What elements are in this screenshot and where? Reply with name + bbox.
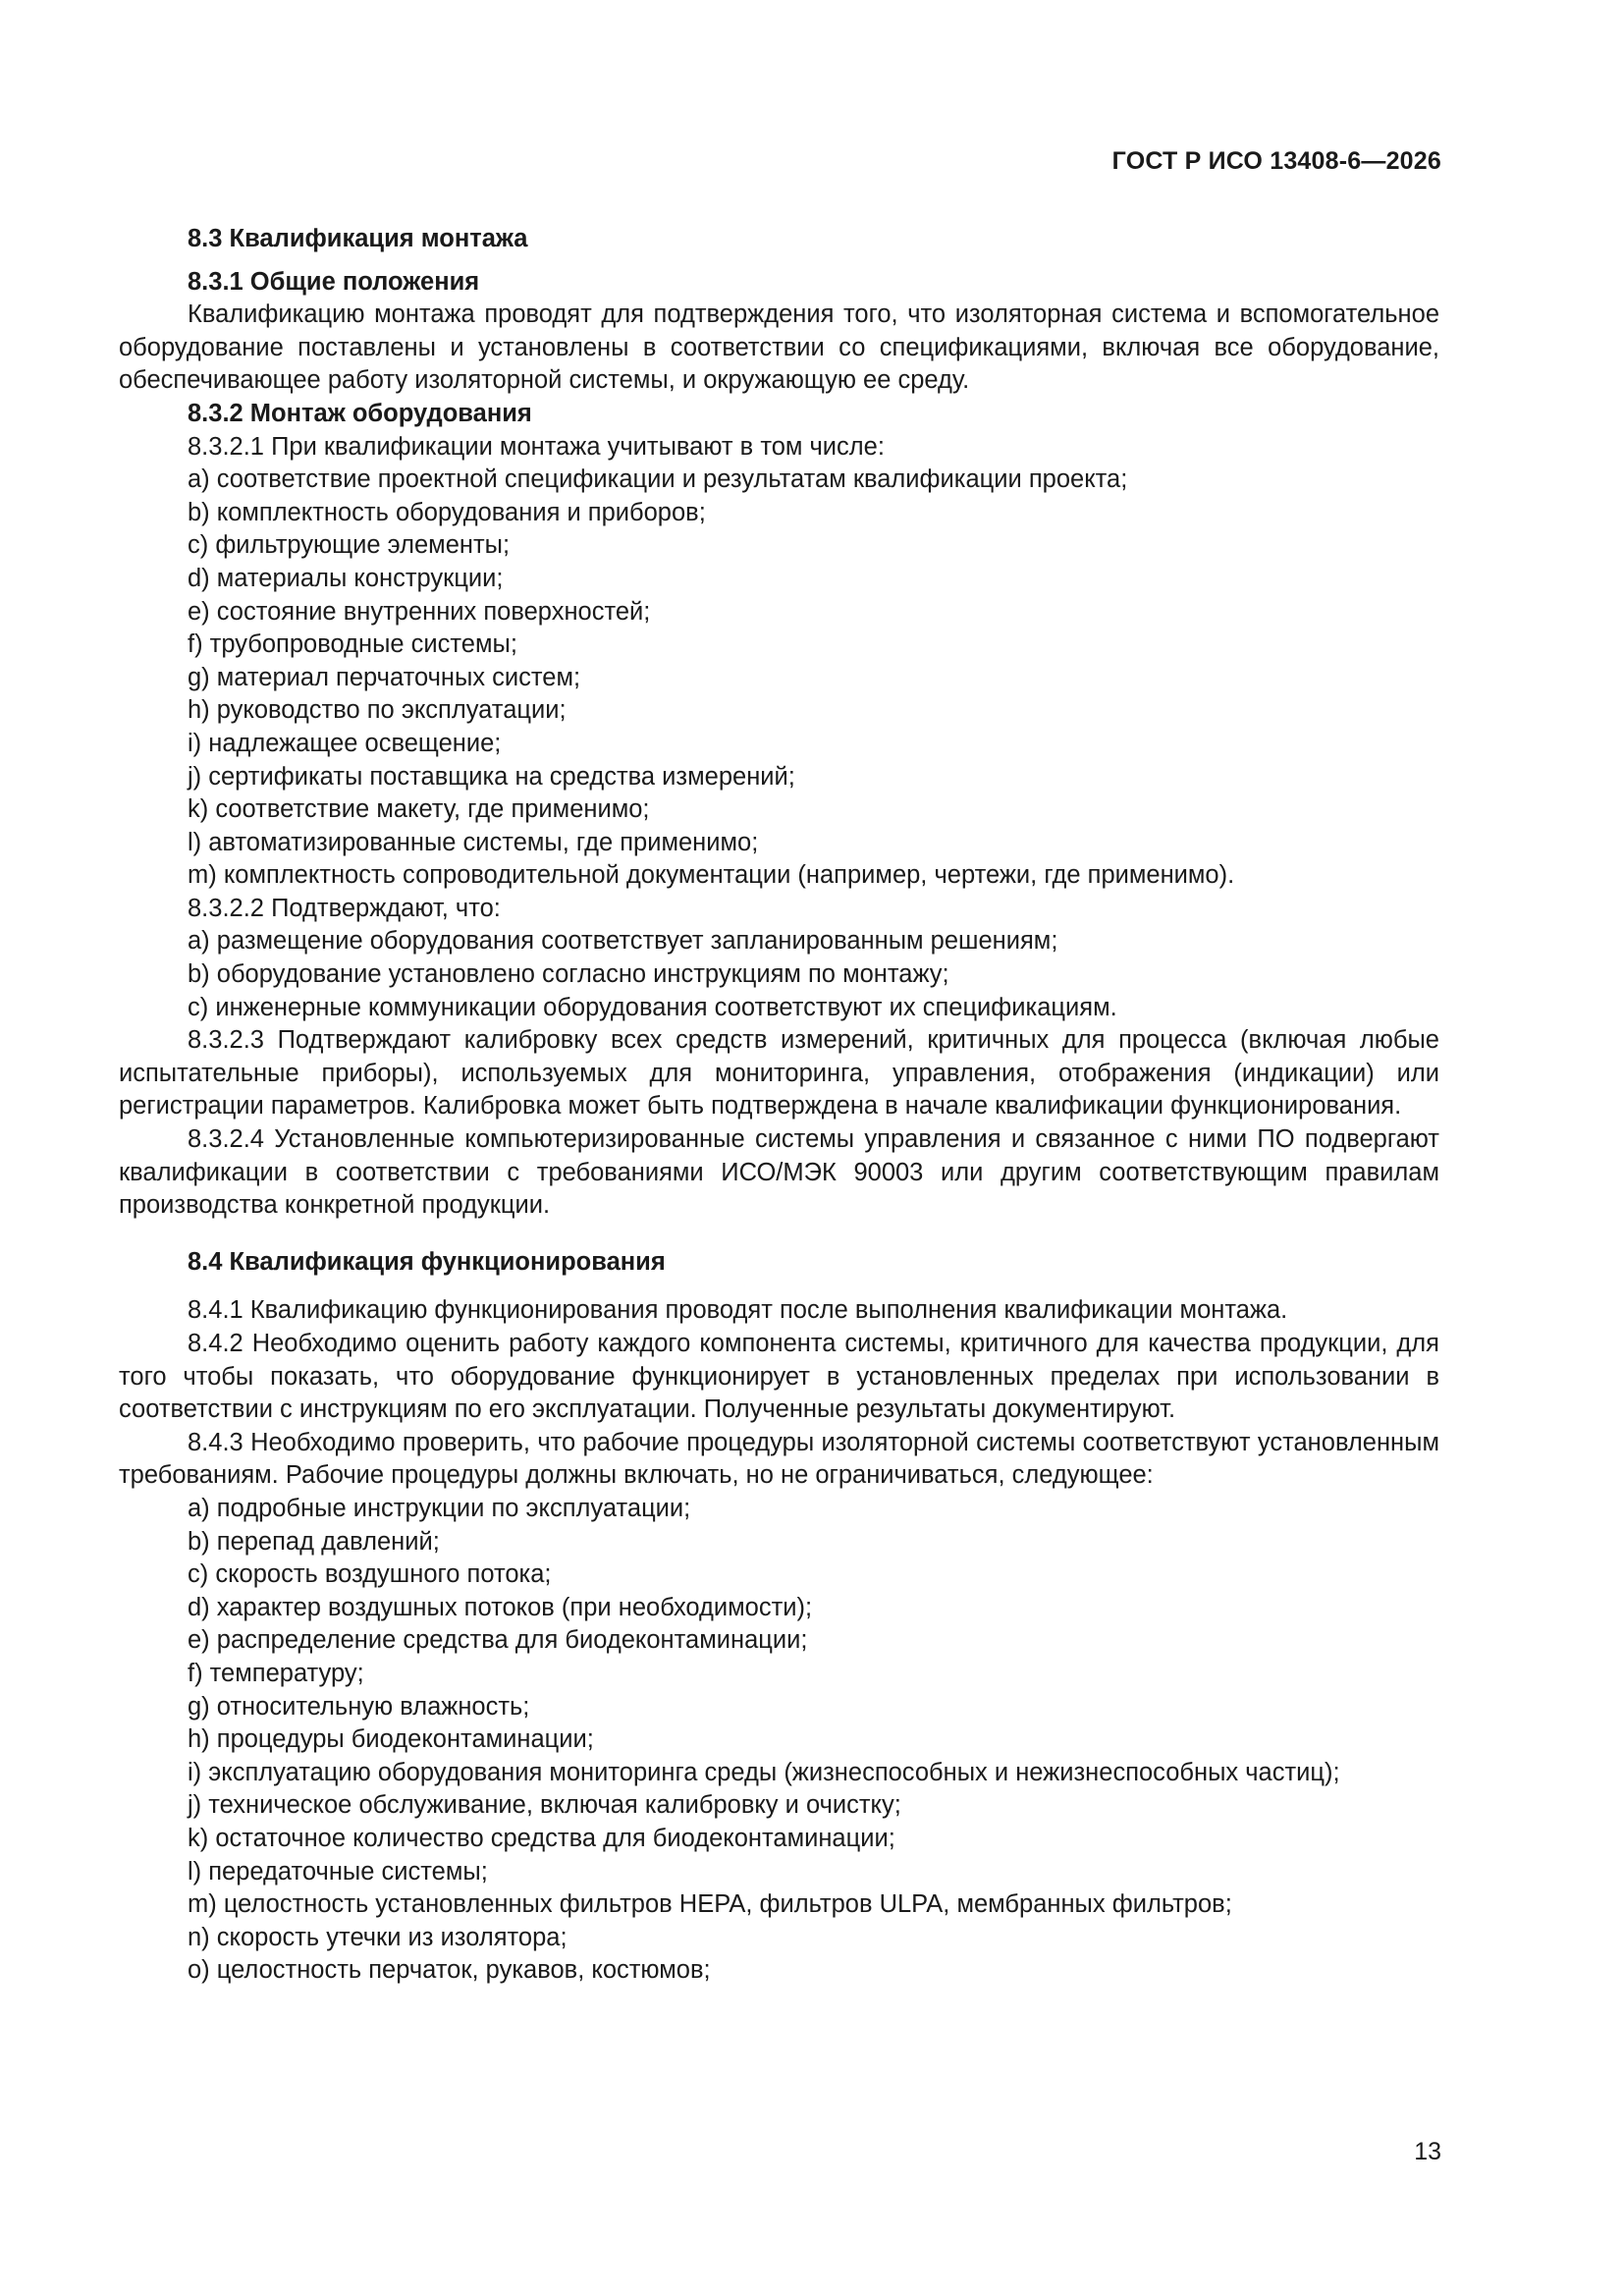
page-body	[119, 223, 1439, 1988]
list-item: h) руководство по эксплуатации;	[188, 696, 567, 725]
section-8-3-1-paragraph: Квалификацию монтажа проводят для подтверждения того, что изоляторная система и вспомогательное оборудование поставлены и установлены в соответствии со спецификациями, включая все оборудование, обеспечивающее работу изоляторной системы, и окружающую ее среду.	[119, 301, 1439, 395]
list-item: j) техническое обслуживание, включая калибровку и очистку;	[188, 1791, 901, 1820]
list-item: c) фильтрующие элементы;	[188, 531, 511, 560]
list-item: b) комплектность оборудования и приборов;	[188, 498, 706, 526]
list-item: k) остаточное количество средства для биодеконтаминации;	[188, 1824, 895, 1852]
list-item: h) процедуры биодеконтаминации;	[188, 1725, 594, 1754]
list-item: a) соответствие проектной спецификации и результатам квалификации проекта;	[188, 465, 1128, 494]
paragraph-8-3-2-3: 8.3.2.3 Подтверждают калибровку всех средств измерений, критичных для процесса (включая любые испытательные приборы), используемых для мониторинга, управления, отображения (индикации) или регистрации параметров. Калибровка может быть подтверждена в начале квалификации функционирования.	[119, 1026, 1439, 1121]
section-8-3-1-heading: 8.3.1 Общие положения	[188, 267, 480, 296]
list-item: b) перепад давлений;	[188, 1527, 440, 1556]
list-item: l) передаточные системы;	[188, 1857, 488, 1886]
list-item: e) состояние внутренних поверхностей;	[188, 597, 651, 626]
paragraph-8-3-2-1: 8.3.2.1 При квалификации монтажа учитывают в том числе:	[188, 432, 885, 461]
list-item: d) материалы конструкции;	[188, 564, 504, 592]
list-item: a) размещение оборудования соответствует запланированным решениям;	[188, 927, 1058, 956]
list-item: b) оборудование установлено согласно инструкциям по монтажу;	[188, 960, 949, 989]
list-item: f) температуру;	[188, 1659, 364, 1687]
list-item: j) сертификаты поставщика на средства измерений;	[188, 762, 795, 791]
section-8-3-2-heading: 8.3.2 Монтаж оборудования	[188, 399, 532, 427]
document-code: ГОСТ Р ИСО 13408-6—2026	[1111, 147, 1441, 175]
paragraph-8-4-3: 8.4.3 Необходимо проверить, что рабочие процедуры изоляторной системы соответствуют установленным требованиям. Рабочие процедуры должны включать, но не ограничиваться, следующее:	[119, 1428, 1439, 1490]
list-item: e) распределение средства для биодеконтаминации;	[188, 1626, 808, 1655]
paragraph-8-3-2-4: 8.3.2.4 Установленные компьютеризированные системы управления и связанное с ними ПО подвергают квалификации в соответствии с требованиями ИСО/МЭК 90003 или другим соответствующим правилам производства конкретной продукции.	[119, 1125, 1439, 1220]
paragraph-8-4-2: 8.4.2 Необходимо оценить работу каждого компонента системы, критичного для качества продукции, для того чтобы показать, что оборудование функционирует в установленных пределах при использовании в соответствии с инструкциям по его эксплуатации. Полученные результаты документируют.	[119, 1330, 1439, 1424]
list-item: i) надлежащее освещение;	[188, 729, 502, 757]
list-item: o) целостность перчаток, рукавов, костюмов;	[188, 1956, 711, 1985]
list-item: c) инженерные коммуникации оборудования соответствуют их спецификациям.	[188, 993, 1117, 1021]
section-8-3-heading: 8.3 Квалификация монтажа	[188, 225, 528, 252]
list-item: d) характер воздушных потоков (при необходимости);	[188, 1593, 813, 1621]
list-item: m) комплектность сопроводительной документации (например, чертежи, где применимо).	[188, 861, 1235, 890]
list-item: c) скорость воздушного потока;	[188, 1560, 552, 1589]
section-8-4-heading: 8.4 Квалификация функционирования	[188, 1247, 666, 1276]
list-item: g) относительную влажность;	[188, 1692, 530, 1721]
list-item: n) скорость утечки из изолятора;	[188, 1923, 568, 1951]
list-item: i) эксплуатацию оборудования мониторинга среды (жизнеспособных и нежизнеспособных частиц);	[188, 1758, 1340, 1786]
list-item: f) трубопроводные системы;	[188, 630, 517, 659]
list-item: m) целостность установленных фильтров HEPA, фильтров ULPA, мембранных фильтров;	[188, 1890, 1232, 1919]
page-number: 13	[1414, 2138, 1441, 2165]
list-item: k) соответствие макету, где применимо;	[188, 795, 650, 824]
paragraph-8-4-1: 8.4.1 Квалификацию функционирования проводят после выполнения квалификации монтажа.	[188, 1296, 1288, 1325]
list-item: a) подробные инструкции по эксплуатации;	[188, 1494, 691, 1522]
list-item: g) материал перчаточных систем;	[188, 663, 581, 691]
paragraph-8-3-2-2: 8.3.2.2 Подтверждают, что:	[188, 894, 501, 922]
list-item: l) автоматизированные системы, где применимо;	[188, 828, 759, 856]
